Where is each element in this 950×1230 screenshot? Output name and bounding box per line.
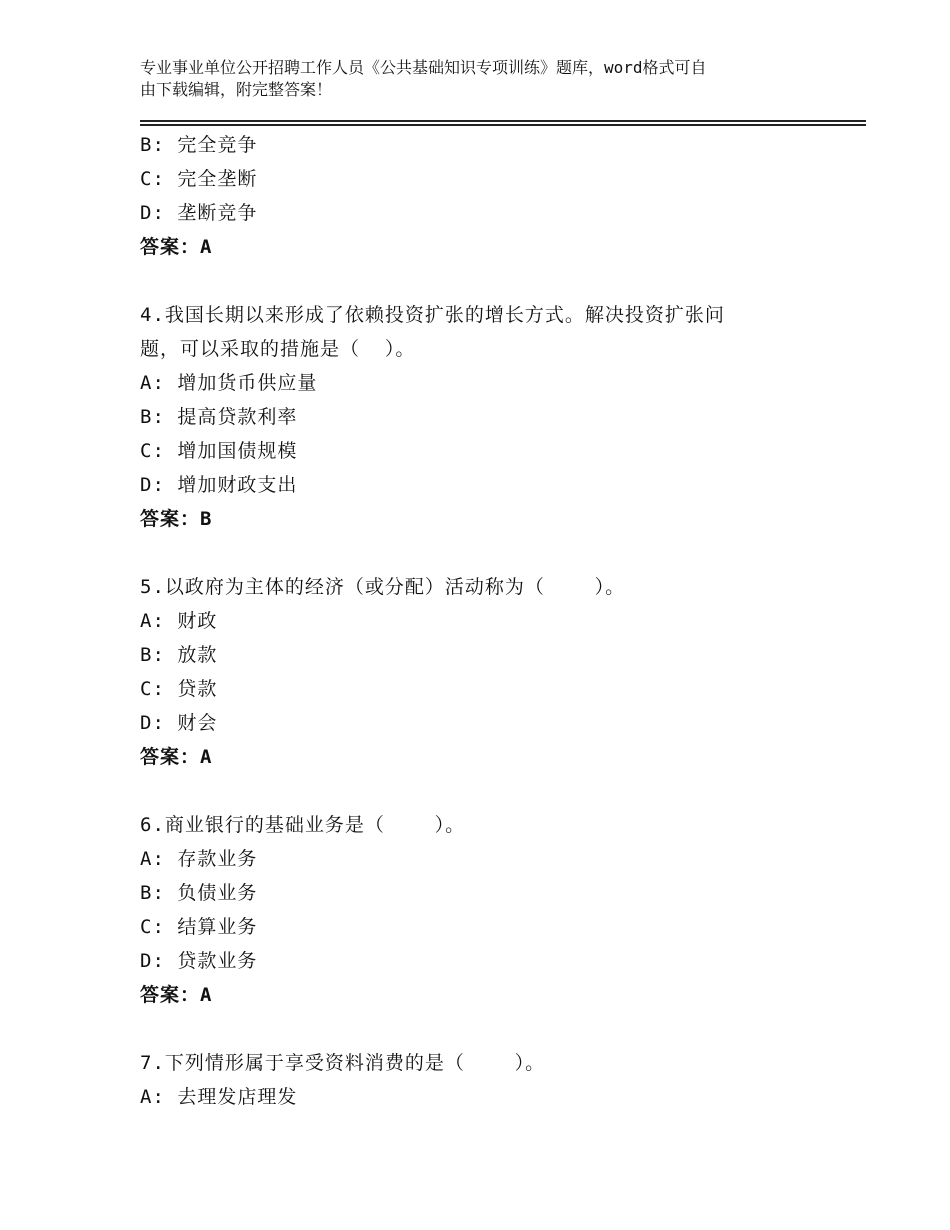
- option-d: D: 垄断竞争: [140, 202, 258, 224]
- option-a: A: 增加货币供应量: [140, 372, 318, 394]
- question-4: [140, 298, 840, 536]
- question-content: [140, 128, 840, 1114]
- question-stem: 4.我国长期以来形成了依赖投资扩张的增长方式。解决投资扩张问: [140, 304, 725, 326]
- option-a: A: 去理发店理发: [140, 1086, 298, 1108]
- question-stem: 5.以政府为主体的经济（或分配）活动称为（ ）。: [140, 576, 626, 598]
- question-3-tail: [140, 128, 840, 264]
- question-5: [140, 570, 840, 774]
- question-6: [140, 808, 840, 1012]
- answer: 答案：A: [140, 236, 213, 258]
- question-stem: 6.商业银行的基础业务是（ ）。: [140, 814, 466, 836]
- option-a: A: 存款业务: [140, 848, 258, 870]
- header-rule-bottom: [140, 124, 866, 126]
- header-line-1: 专业事业单位公开招聘工作人员《公共基础知识专项训练》题库，word格式可自: [140, 58, 707, 77]
- option-c: C: 完全垄断: [140, 168, 258, 190]
- answer: 答案：A: [140, 984, 213, 1006]
- question-7: [140, 1046, 840, 1114]
- option-c: C: 贷款: [140, 678, 218, 700]
- question-stem: 7.下列情形属于享受资料消费的是（ ）。: [140, 1052, 546, 1074]
- header-line-2: 由下载编辑，附完整答案！: [140, 80, 333, 99]
- option-c: C: 结算业务: [140, 916, 258, 938]
- option-b: B: 提高贷款利率: [140, 406, 298, 428]
- option-a: A: 财政: [140, 610, 218, 632]
- answer: 答案：A: [140, 746, 213, 768]
- option-c: C: 增加国债规模: [140, 440, 298, 462]
- option-b: B: 放款: [140, 644, 218, 666]
- option-d: D: 增加财政支出: [140, 474, 298, 496]
- option-b: B: 完全竞争: [140, 134, 258, 156]
- answer: 答案：B: [140, 508, 213, 530]
- question-stem-continued: 题，可以采取的措施是（ ）。: [140, 338, 416, 360]
- option-d: D: 财会: [140, 712, 218, 734]
- page-header: [140, 57, 820, 101]
- option-d: D: 贷款业务: [140, 950, 258, 972]
- option-b: B: 负债业务: [140, 882, 258, 904]
- header-rule-top: [140, 120, 866, 122]
